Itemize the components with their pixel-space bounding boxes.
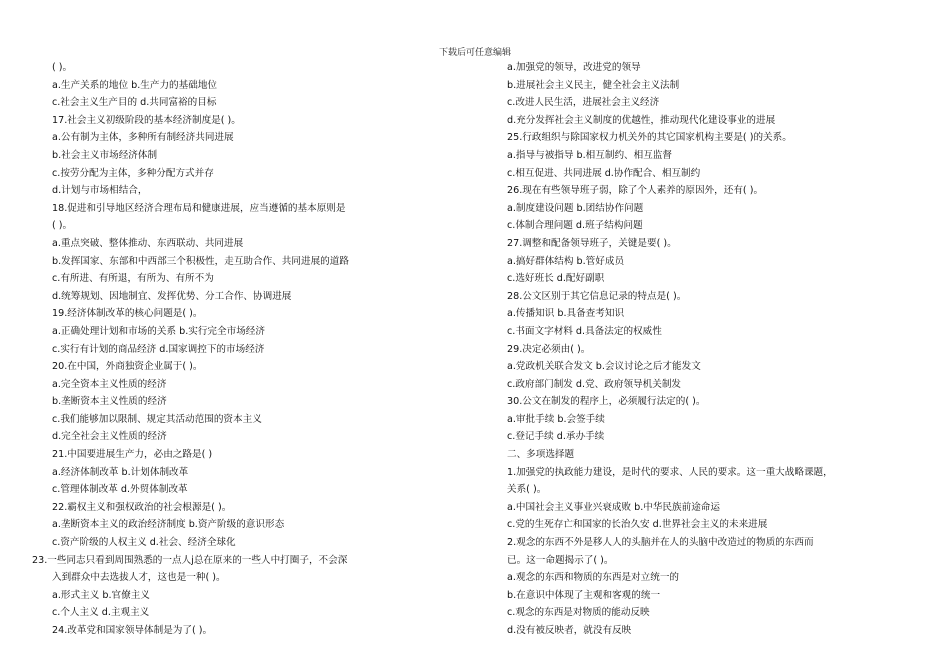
text-line: b.在意识中体现了主观和客观的统一 xyxy=(507,589,661,601)
text-line: a.指导与被指导 b.相互制约、相互监督 xyxy=(507,149,673,161)
text-line: a.正确处理计划和市场的关系 b.实行完全市场经济 xyxy=(52,325,265,337)
text-line: c.资产阶级的人权主义 d.社会、经济全球化 xyxy=(52,537,236,549)
text-line: 19.经济体制改革的核心问题是( )。 xyxy=(52,308,203,320)
text-line: 入到群众中去选拔人才，这也是一种( )。 xyxy=(52,572,226,584)
text-line: ( )。 xyxy=(52,62,73,73)
text-line: c.书面文字材料 d.具备法定的权威性 xyxy=(507,325,662,337)
text-line: a.垄断资本主义的政治经济制度 b.资产阶级的意识形态 xyxy=(52,519,285,531)
text-line: a.制度建设问题 b.团结协作问题 xyxy=(507,202,644,214)
text-line: d.没有被反映者，就没有反映 xyxy=(507,625,632,636)
text-line: a.中国社会主义事业兴衰成败 b.中华民族前途命运 xyxy=(507,501,720,513)
page-header: 下载后可任意编辑 xyxy=(438,48,511,58)
text-line: 18.促进和引导地区经济合理布局和健康进展，应当遵循的基本原则是 xyxy=(52,202,346,214)
text-line: a.公有制为主体，多种所有制经济共同进展 xyxy=(52,132,234,144)
text-line: 28.公文区别于其它信息记录的特点是( )。 xyxy=(507,290,687,302)
text-line: b.发挥国家、东部和中西部三个积极性，走互助合作、共同进展的道路 xyxy=(52,255,349,267)
text-line: a.生产关系的地位 b.生产力的基础地位 xyxy=(52,79,218,91)
text-line: 21.中国要进展生产力，必由之路是( ) xyxy=(52,449,213,461)
text-line: b.垄断资本主义性质的经济 xyxy=(52,396,167,408)
right-column xyxy=(507,59,927,640)
text-line: 二、多项选择题 xyxy=(507,449,575,461)
text-line: a.审批手续 b.会签手续 xyxy=(507,413,605,425)
text-line: c.按劳分配为主体，多种分配方式并存 xyxy=(52,167,214,179)
text-line: c.选好班长 d.配好副职 xyxy=(507,273,605,285)
text-line: a.重点突破、整体推动、东西联动、共同进展 xyxy=(52,237,244,249)
text-line: 2.观念的东西不外是移人人的头脑并在人的头脑中改造过的物质的东西而 xyxy=(507,537,814,549)
text-line: 30.公文在制发的程序上，必须履行法定的( )。 xyxy=(507,396,706,408)
text-line: 20.在中国，外商独资企业属于( )。 xyxy=(52,361,203,373)
left-column xyxy=(32,59,452,640)
text-line: c.登记手续 d.承办手续 xyxy=(507,431,605,443)
text-line: d.统筹规划、因地制宜、发挥优势、分工合作、协调进展 xyxy=(52,290,292,302)
text-line: d.完全社会主义性质的经济 xyxy=(52,431,167,443)
text-line: c.相互促进、共同进展 d.协作配合、相互制约 xyxy=(507,167,701,179)
text-line: 24.改革党和国家领导体制是为了( )。 xyxy=(52,625,213,636)
text-line: 关系( )。 xyxy=(507,484,547,496)
text-line: 22.霸权主义和强权政治的社会根源是( )。 xyxy=(52,501,232,513)
text-line: a.形式主义 b.官僚主义 xyxy=(52,589,150,601)
text-line: c.我们能够加以限制、规定其活动范围的资本主义 xyxy=(52,413,262,425)
text-line: d.计划与市场相结合， xyxy=(52,185,148,197)
text-line: c.观念的东西是对物质的能动反映 xyxy=(507,607,650,619)
text-line: 29.决定必须由( )。 xyxy=(507,343,591,355)
text-line: ( )。 xyxy=(52,220,73,232)
text-line: c.管理体制改革 d.外贸体制改革 xyxy=(52,484,188,496)
text-line: c.政府部门制发 d.党、政府领导机关制发 xyxy=(507,378,682,390)
text-line: c.体制合理问题 d.班子结构问题 xyxy=(507,220,643,232)
text-line: 1.加强党的执政能力建设，是时代的要求、人民的要求。这一重大战略课题， xyxy=(507,466,833,478)
text-line: a.完全资本主义性质的经济 xyxy=(52,378,167,390)
text-line: a.加强党的领导，改进党的领导 xyxy=(507,62,641,73)
text-line: a.搞好群体结构 b.管好成员 xyxy=(507,255,625,267)
text-line: c.社会主义生产目的 d.共同富裕的目标 xyxy=(52,97,217,109)
text-line: 23.一些同志只看到周围熟悉的一点人j总在原来的一些人中打圈子，不会深 xyxy=(32,554,348,566)
text-line: b.社会主义市场经济体制 xyxy=(52,149,158,161)
text-line: 27.调整和配备领导班子，关键是要( )。 xyxy=(507,237,677,249)
text-line: c.改进人民生活，进展社会主义经济 xyxy=(507,97,660,109)
text-line: 26.现在有些领导班子弱，除了个人素养的原因外，还有( )。 xyxy=(507,185,764,197)
text-line: a.传播知识 b.具备查考知识 xyxy=(507,308,625,320)
text-line: 25.行政组织与除国家权力机关外的其它国家机构主要是( )的关系。 xyxy=(507,132,792,144)
text-line: a.观念的东西和物质的东西是对立统一的 xyxy=(507,572,680,584)
text-line: c.有所进、有所退，有所为、有所不为 xyxy=(52,273,214,285)
text-line: c.党的生死存亡和国家的长治久安 d.世界社会主义的未来进展 xyxy=(507,519,768,531)
text-line: c.实行有计划的商品经济 d.国家调控下的市场经济 xyxy=(52,343,265,355)
text-line: c.个人主义 d.主观主义 xyxy=(52,607,150,619)
text-line: d.充分发挥社会主义制度的优越性，推动现代化建设事业的进展 xyxy=(507,114,776,126)
text-line: a.党政机关联合发文 b.会议讨论之后才能发文 xyxy=(507,361,701,373)
text-line: b.进展社会主义民主，健全社会主义法制 xyxy=(507,79,680,91)
text-line: a.经济体制改革 b.计划体制改革 xyxy=(52,466,189,478)
text-line: 已。这一命题揭示了( )。 xyxy=(507,554,614,566)
text-line: 17.社会主义初级阶段的基本经济制度是( )。 xyxy=(52,114,241,126)
